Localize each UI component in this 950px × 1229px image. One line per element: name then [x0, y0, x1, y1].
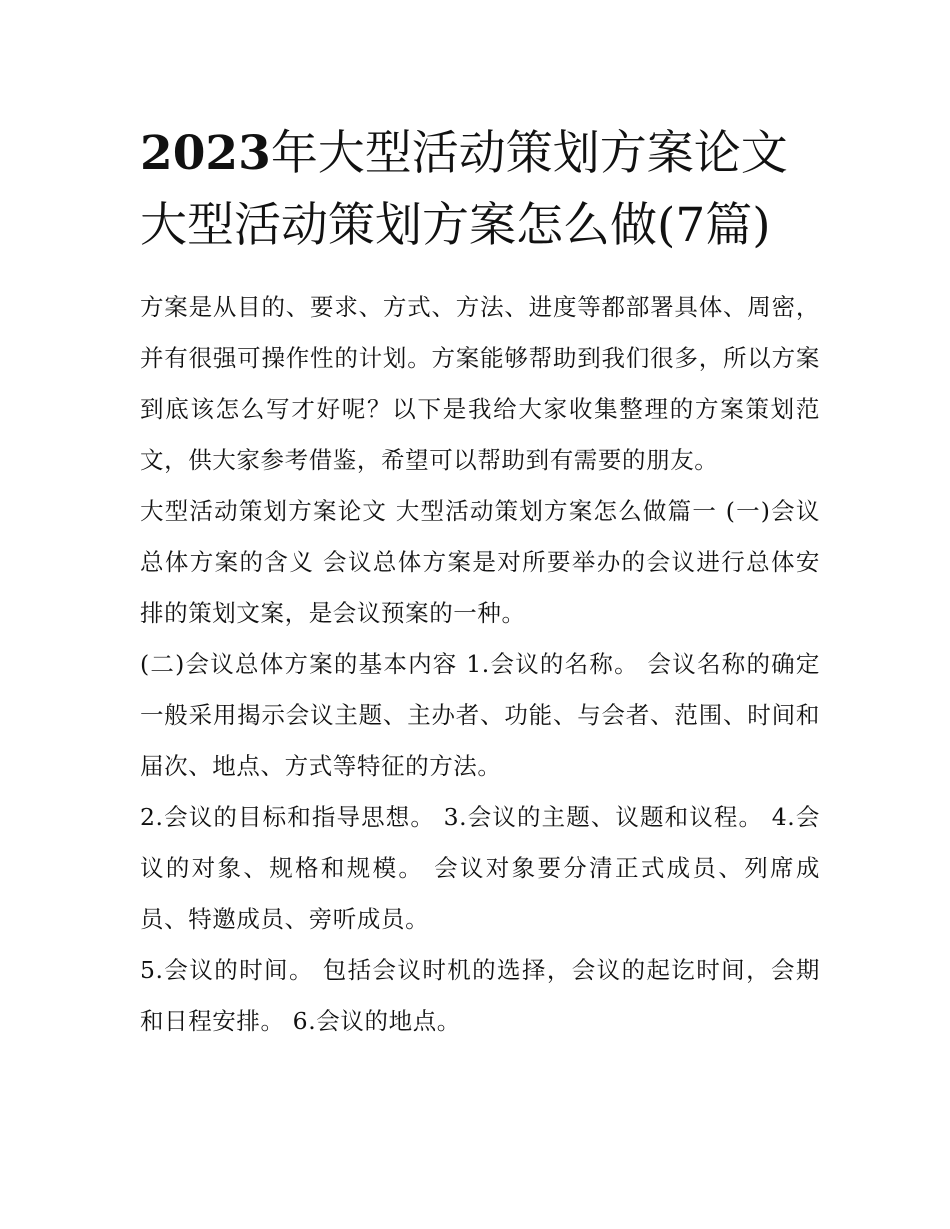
section-one-paragraph: 大型活动策划方案论文 大型活动策划方案怎么做篇一 (一)会议总体方案的含义 会议总体方案是对所要举办的会议进行总体安排的策划文案，是会议预案的一种。	[140, 497, 820, 627]
title-year: 2023	[140, 126, 271, 181]
document-title	[140, 118, 820, 262]
time-location-paragraph: 5.会议的时间。 包括会议时机的选择，会议的起讫时间，会期和日程安排。 6.会议的地点。	[140, 956, 820, 1035]
intro-paragraph: 方案是从目的、要求、方式、方法、进度等都部署具体、周密，并有很强可操作性的计划。方案能够帮助到我们很多，所以方案到底该怎么写才好呢？以下是我给大家收集整理的方案策划范文，供大家参考借鉴，希望可以帮助到有需要的朋友。	[140, 293, 820, 474]
basic-content-paragraph: (二)会议总体方案的基本内容 1.会议的名称。 会议名称的确定一般采用揭示会议主题、主办者、功能、与会者、范围、时间和届次、地点、方式等特征的方法。	[140, 650, 820, 780]
goals-paragraph: 2.会议的目标和指导思想。 3.会议的主题、议题和议程。 4.会议的对象、规格和规模。 会议对象要分清正式成员、列席成员、特邀成员、旁听成员。	[140, 803, 820, 933]
title-text: 年大型活动策划方案论文大型活动策划方案怎么做(7篇)	[140, 126, 788, 253]
document-page	[140, 118, 820, 1047]
document-body	[140, 282, 820, 1047]
